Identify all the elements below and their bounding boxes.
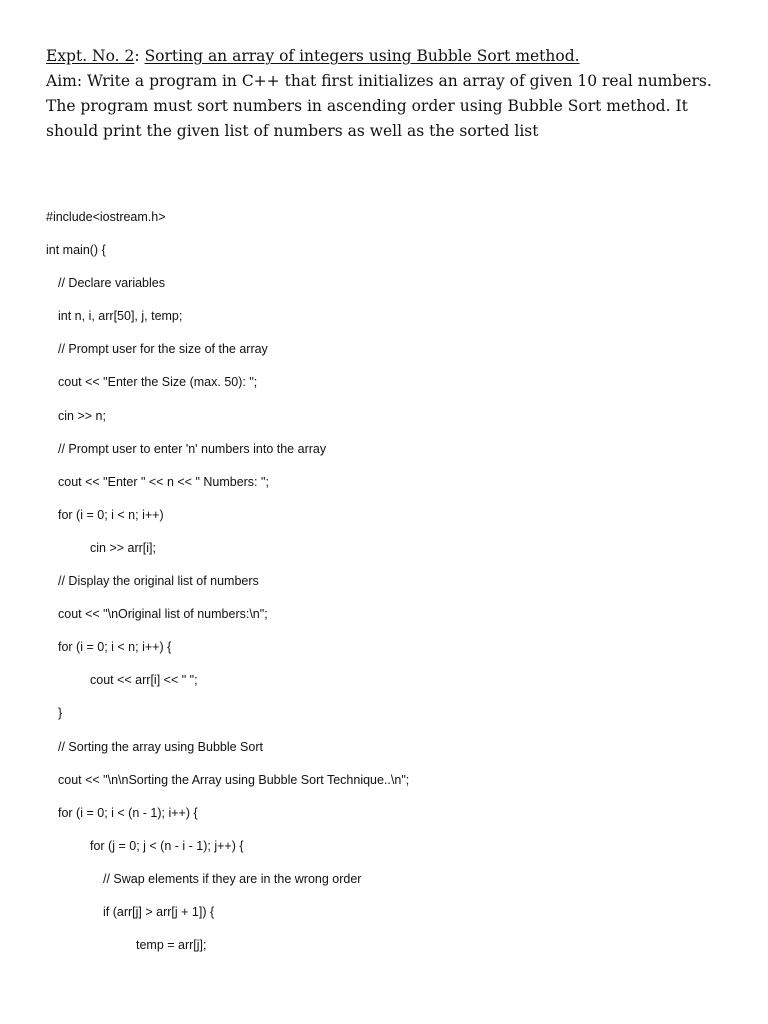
code-line: for (i = 0; i < (n - 1); i++) { xyxy=(58,805,198,820)
code-line: int n, i, arr[50], j, temp; xyxy=(58,309,183,324)
code-comment: // Declare variables xyxy=(58,276,165,291)
code-line: cout << "Enter " << n << " Numbers: "; xyxy=(58,474,269,489)
code-line: cout << arr[i] << " "; xyxy=(90,673,198,688)
experiment-title: Sorting an array of integers using Bubble Sort method. xyxy=(144,47,580,65)
code-line: temp = arr[j]; xyxy=(136,938,207,953)
code-comment: // Display the original list of numbers xyxy=(58,574,259,589)
code-comment: // Swap elements if they are in the wrong order xyxy=(103,871,362,886)
code-comment: // Prompt user to enter 'n' numbers into the array xyxy=(58,441,327,456)
code-comment: // Prompt user for the size of the array xyxy=(58,342,268,357)
code-line: for (i = 0; i < n; i++) { xyxy=(58,640,172,655)
code-line: for (j = 0; j < (n - i - 1); j++) { xyxy=(90,838,244,853)
code-line: if (arr[j] > arr[j + 1]) { xyxy=(103,904,215,919)
code-line: cout << "\n\nSorting the Array using Bubble Sort Technique..\n"; xyxy=(58,772,410,787)
code-comment: // Sorting the array using Bubble Sort xyxy=(58,739,263,754)
code-line-include: #include<iostream.h> xyxy=(46,210,166,224)
code-line: cin >> arr[i]; xyxy=(90,540,156,555)
experiment-header xyxy=(46,44,736,144)
code-line: } xyxy=(58,706,63,721)
aim-paragraph: Aim: Write a program in C++ that first initializes an array of given 10 real numbers. The program must sort numbers in ascending order using Bubble Sort method. It should print the given list of numbers as well as the sorted list xyxy=(46,72,712,140)
code-line: cin >> n; xyxy=(58,408,106,423)
code-line: for (i = 0; i < n; i++) xyxy=(58,507,164,522)
code-listing xyxy=(46,201,746,962)
experiment-number: Expt. No. 2 xyxy=(46,47,135,65)
code-line: cout << "\nOriginal list of numbers:\n"; xyxy=(58,607,268,622)
code-line-main-signature: int main() { xyxy=(46,243,106,258)
title-separator: : xyxy=(134,47,145,65)
experiment-title-line xyxy=(46,44,736,69)
code-line: cout << "Enter the Size (max. 50): "; xyxy=(58,375,258,390)
